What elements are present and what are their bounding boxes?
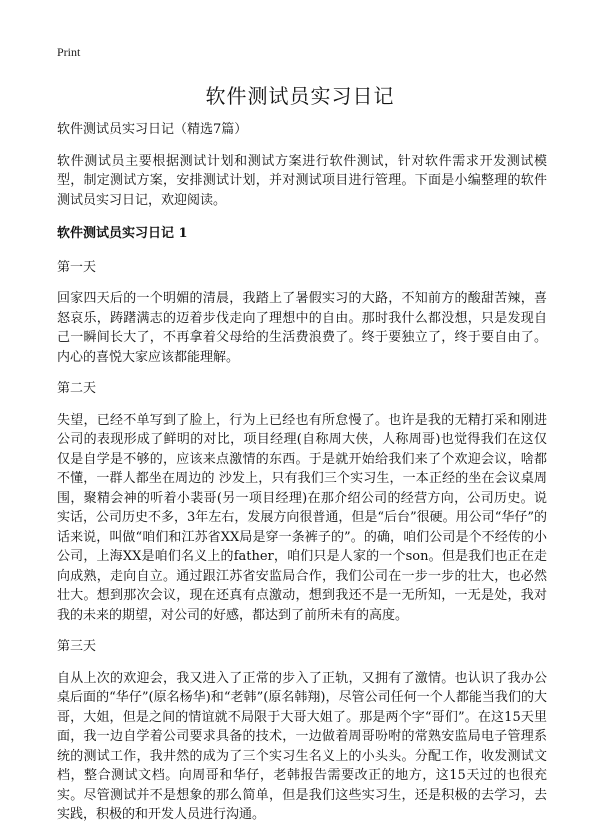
document-subtitle: 软件测试员实习日记（精选7篇）	[57, 122, 248, 137]
section-heading: 软件测试员实习日记 1	[57, 226, 188, 241]
day-heading: 第二天	[57, 381, 97, 396]
print-label: Print	[57, 45, 81, 59]
document-body	[57, 120, 547, 828]
day-heading: 第一天	[57, 259, 97, 275]
day-paragraph: 自从上次的欢迎会，我又进入了正常的步入了正轨，又拥有了激情。也认识了我办公桌后面的“华仔”(原名杨华)和“老韩”(原名韩翔)，尽管公司任何一个人都能当我们的大哥，大姐，但是之间的情谊就不局限于大哥大姐了。那是两个字“哥们”。在这15天里面，我一边自学着公司要求具备的技术，一边做着周哥吩咐的常熟安监局电子管理系统的测试工作，我井然的成为了三个实习生名义上的小头头。分配工作，收发测试文档，整合测试文档。向周哥和华仔，老韩报告需要改正的地方，这15天过的也很充实。尽管测试并不是想象的那么简单，但是我们这些实习生，还是积极的去学习，去实践，积极的和开发人员进行沟通。	[57, 670, 547, 822]
day-heading: 第三天	[57, 639, 97, 654]
day-paragraph: 回家四天后的一个明媚的清晨，我踏上了暑假实习的大路，不知前方的酸甜苦辣，喜怒哀乐，踌躇满志的迈着步伐走向了理想中的自由。那时我什么都没想，只是发现自己一瞬间长大了，不再拿着父母给的生活费浪费了。终于要独立了，终于要自由了。内心的喜悦大家应该都能理解。	[57, 291, 547, 365]
document-title: 软件测试员实习日记	[205, 84, 395, 108]
intro-paragraph: 软件测试员主要根据测试计划和测试方案进行软件测试，针对软件需求开发测试模型，制定测试方案，安排测试计划，并对测试项目进行管理。下面是小编整理的软件测试员实习日记，欢迎阅读。	[57, 153, 547, 208]
day-paragraph: 失望，已经不单写到了脸上，行为上已经也有所怠慢了。也许是我的无精打采和刚进公司的表现形成了鲜明的对比，项目经理(自称周大侠，人称周哥)也觉得我们在这仅仅是自学是不够的，应该来点激情的东西。于是就开始给我们来了个欢迎会议，啥都不懂，一群人都坐在周边的 沙发上，只有我们三个实习生，一本正经的坐在会议桌周围，聚精会神的听着小裴哥(另一项目经理)在那介绍公司的经营方向，公司历史。说实话，公司历史不多，3年左右，发展方向很普通，但是“后台”很硬。用公司“华仔”的话来说，叫做“咱们和江苏省XX局是穿一条裤子的”。的确，咱们公司是个不经传的小公司，上海XX是咱们名义上的father，咱们只是人家的一个son。但是我们也正在走向成熟，走向自立。通过跟江苏省安监局合作，我们公司在一步一步的壮大，也必然壮大。想到那次会议，现在还真有点激动，想到我还不是一无所知，一无是处，我对我的未来的期望，对公司的好感，都达到了前所未有的高度。	[57, 412, 547, 623]
